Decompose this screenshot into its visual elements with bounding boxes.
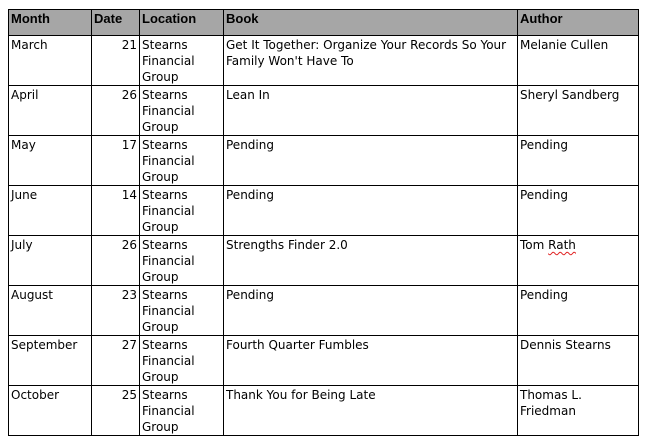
header-date: Date (92, 10, 140, 36)
cell-date: 23 (92, 286, 140, 336)
header-location: Location (140, 10, 224, 36)
table-row (9, 86, 639, 136)
spellcheck-flagged-word: Rath (548, 238, 576, 252)
cell-location: Stearns Financial Group (140, 236, 224, 286)
cell-author: Thomas L. Friedman (518, 386, 639, 436)
cell-book: Fourth Quarter Fumbles (224, 336, 518, 386)
cell-location: Stearns Financial Group (140, 36, 224, 86)
cell-date: 14 (92, 186, 140, 236)
cell-author: Pending (518, 286, 639, 336)
table-row (9, 186, 639, 236)
cell-date: 21 (92, 36, 140, 86)
cell-author: Dennis Stearns (518, 336, 639, 386)
cell-book: Lean In (224, 86, 518, 136)
header-book: Book (224, 10, 518, 36)
cell-author: Sheryl Sandberg (518, 86, 639, 136)
header-row (9, 10, 639, 36)
cell-book: Get It Together: Organize Your Records So Your Family Won't Have To (224, 36, 518, 86)
table-row (9, 386, 639, 436)
table-row (9, 336, 639, 386)
cell-location: Stearns Financial Group (140, 186, 224, 236)
cell-date: 27 (92, 336, 140, 386)
cell-date: 26 (92, 86, 140, 136)
schedule-table (8, 9, 639, 436)
header-month: Month (9, 10, 92, 36)
author-first-name: Tom (520, 238, 545, 252)
cell-author (518, 236, 639, 286)
cell-location: Stearns Financial Group (140, 286, 224, 336)
cell-month: September (9, 336, 92, 386)
cell-book: Pending (224, 136, 518, 186)
cell-date: 25 (92, 386, 140, 436)
cell-author: Pending (518, 136, 639, 186)
cell-book: Thank You for Being Late (224, 386, 518, 436)
cell-month: July (9, 236, 92, 286)
cell-author: Pending (518, 186, 639, 236)
table-row (9, 286, 639, 336)
cell-month: October (9, 386, 92, 436)
cell-date: 17 (92, 136, 140, 186)
cell-month: April (9, 86, 92, 136)
table-row (9, 136, 639, 186)
cell-date: 26 (92, 236, 140, 286)
cell-month: May (9, 136, 92, 186)
cell-location: Stearns Financial Group (140, 136, 224, 186)
cell-book: Pending (224, 186, 518, 236)
cell-author: Melanie Cullen (518, 36, 639, 86)
table-row (9, 236, 639, 286)
cell-location: Stearns Financial Group (140, 336, 224, 386)
table-row (9, 36, 639, 86)
cell-book: Pending (224, 286, 518, 336)
header-author: Author (518, 10, 639, 36)
cell-month: March (9, 36, 92, 86)
cell-location: Stearns Financial Group (140, 86, 224, 136)
cell-month: June (9, 186, 92, 236)
cell-location: Stearns Financial Group (140, 386, 224, 436)
cell-book: Strengths Finder 2.0 (224, 236, 518, 286)
cell-month: August (9, 286, 92, 336)
